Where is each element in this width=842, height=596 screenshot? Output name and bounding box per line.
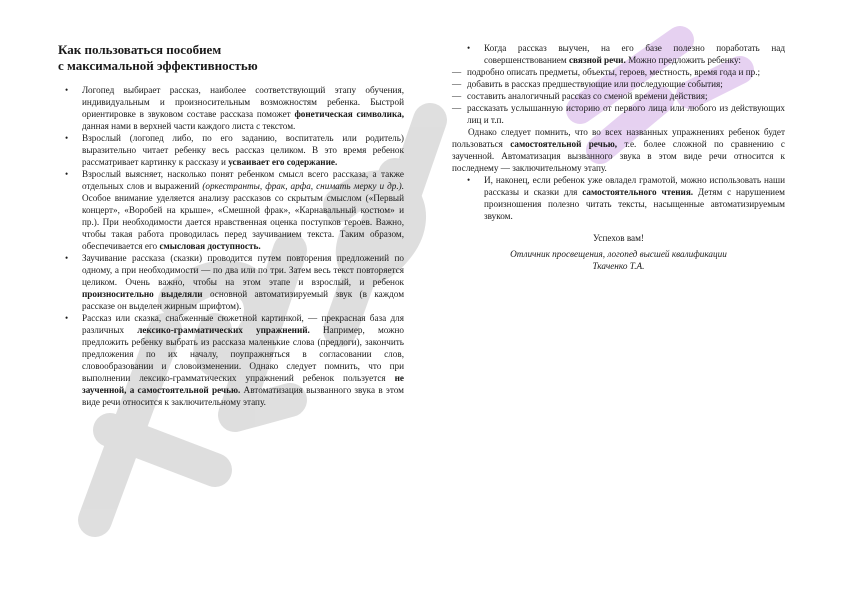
title-line-2: с максимальной эффективностью <box>58 58 258 73</box>
dash-item: — добавить в рассказ предшествующие или последующие события; <box>452 78 785 90</box>
list-item: • Заучивание рассказа (сказки) проводится путем повторения предложений по одному, а при необходимости — по два или по три. Затем весь текст повторяется целиком. Очень важно, чтобы на этом этапе и взрослый, и ребенок произносительно выделяли основной автоматизируемый звук (в каждом рассказе он выделен жирным шрифтом). <box>58 252 404 312</box>
right-column <box>452 42 785 272</box>
list-item: • Взрослый выясняет, насколько понят ребенком смысл всего рассказа, а также отдельных слов и выражений (оркестранты, фрак, арфа, снимать мерку и др.). Особое внимание уделяется анализу рассказов со скрытым смыслом («Первый концерт», «Воробей на крыше», «Смешной фрак», «Карнавальный костюм» и пр.). При необходимости дается нравственная оценка поступков героев. Важно, чтобы такая работа проводилась перед заучиванием текста. Таким образом, обеспечивается его смысловая доступность. <box>58 168 404 252</box>
reading-list <box>452 174 785 222</box>
list-item: • И, наконец, если ребенок уже овладел грамотой, можно использовать наши рассказы и сказки для самостоятельного чтения. Детям с нарушением произношения полезно читать тексты, насыщенные автоматизируемым звуком. <box>460 174 785 222</box>
instruction-list <box>58 84 404 408</box>
exercise-dash-list <box>452 66 785 126</box>
signature-block <box>452 248 785 272</box>
dash-item: — рассказать услышанную историю от первого лица или любого из действующих лиц и т.п. <box>452 102 785 126</box>
greeting: Успехов вам! <box>593 233 644 243</box>
title-line-1: Как пользоваться пособием <box>58 42 222 57</box>
dash-item: — подробно описать предметы, объекты, героев, местность, время года и пр.; <box>452 66 785 78</box>
list-item: • Взрослый (логопед либо, по его заданию, воспитатель или родитель) выразительно читает ребенку весь рассказ целиком. В это время ребенок рассматривает картинку к рассказу и усваивает его содержание. <box>58 132 404 168</box>
signature-title: Отличник просвещения, логопед высшей квалификации <box>510 249 727 259</box>
list-item: • Когда рассказ выучен, на его базе полезно поработать над совершенствованием связной речи. Можно предложить ребенку: <box>460 42 785 66</box>
page-title <box>58 42 404 74</box>
left-column <box>58 42 404 408</box>
list-item: • Логопед выбирает рассказ, наиболее соответствующий этапу обучения, индивидуальным и произносительным возможностям ребенка. Быстрой ориентировке в звуковом составе рассказа поможет фонетическая символика, данная нами в верхней части каждого листа с текстом. <box>58 84 404 132</box>
note-paragraph: Однако следует помнить, что во всех названных упражнениях ребенок будет пользоваться самостоятельной речью, т.е. более сложной по сравнению с заученной. Автоматизация вызванного звука в этом виде речи относится к последнему — заключительному этапу. <box>452 127 785 173</box>
list-item: • Рассказ или сказка, снабженные сюжетной картинкой, — прекрасная база для различных лексико-грамматических упражнений. Например, можно предложить ребенку выбрать из рассказа маленькие слова (предлоги), закончить предложения по их началу, поупражняться в согласовании слов, словообразовании и словоизменении. Однако следует помнить, что при выполнении лексико-грамматических упражнений ребенок пользуется не заученной, а самостоятельной речью. Автоматизация вызванного звука в этом виде речи относится к заключительному этапу. <box>58 312 404 408</box>
connected-speech-list <box>452 42 785 66</box>
signature-name: Ткаченко Т.А. <box>592 261 645 271</box>
dash-item: — составить аналогичный рассказ со сменой времени действия; <box>452 90 785 102</box>
